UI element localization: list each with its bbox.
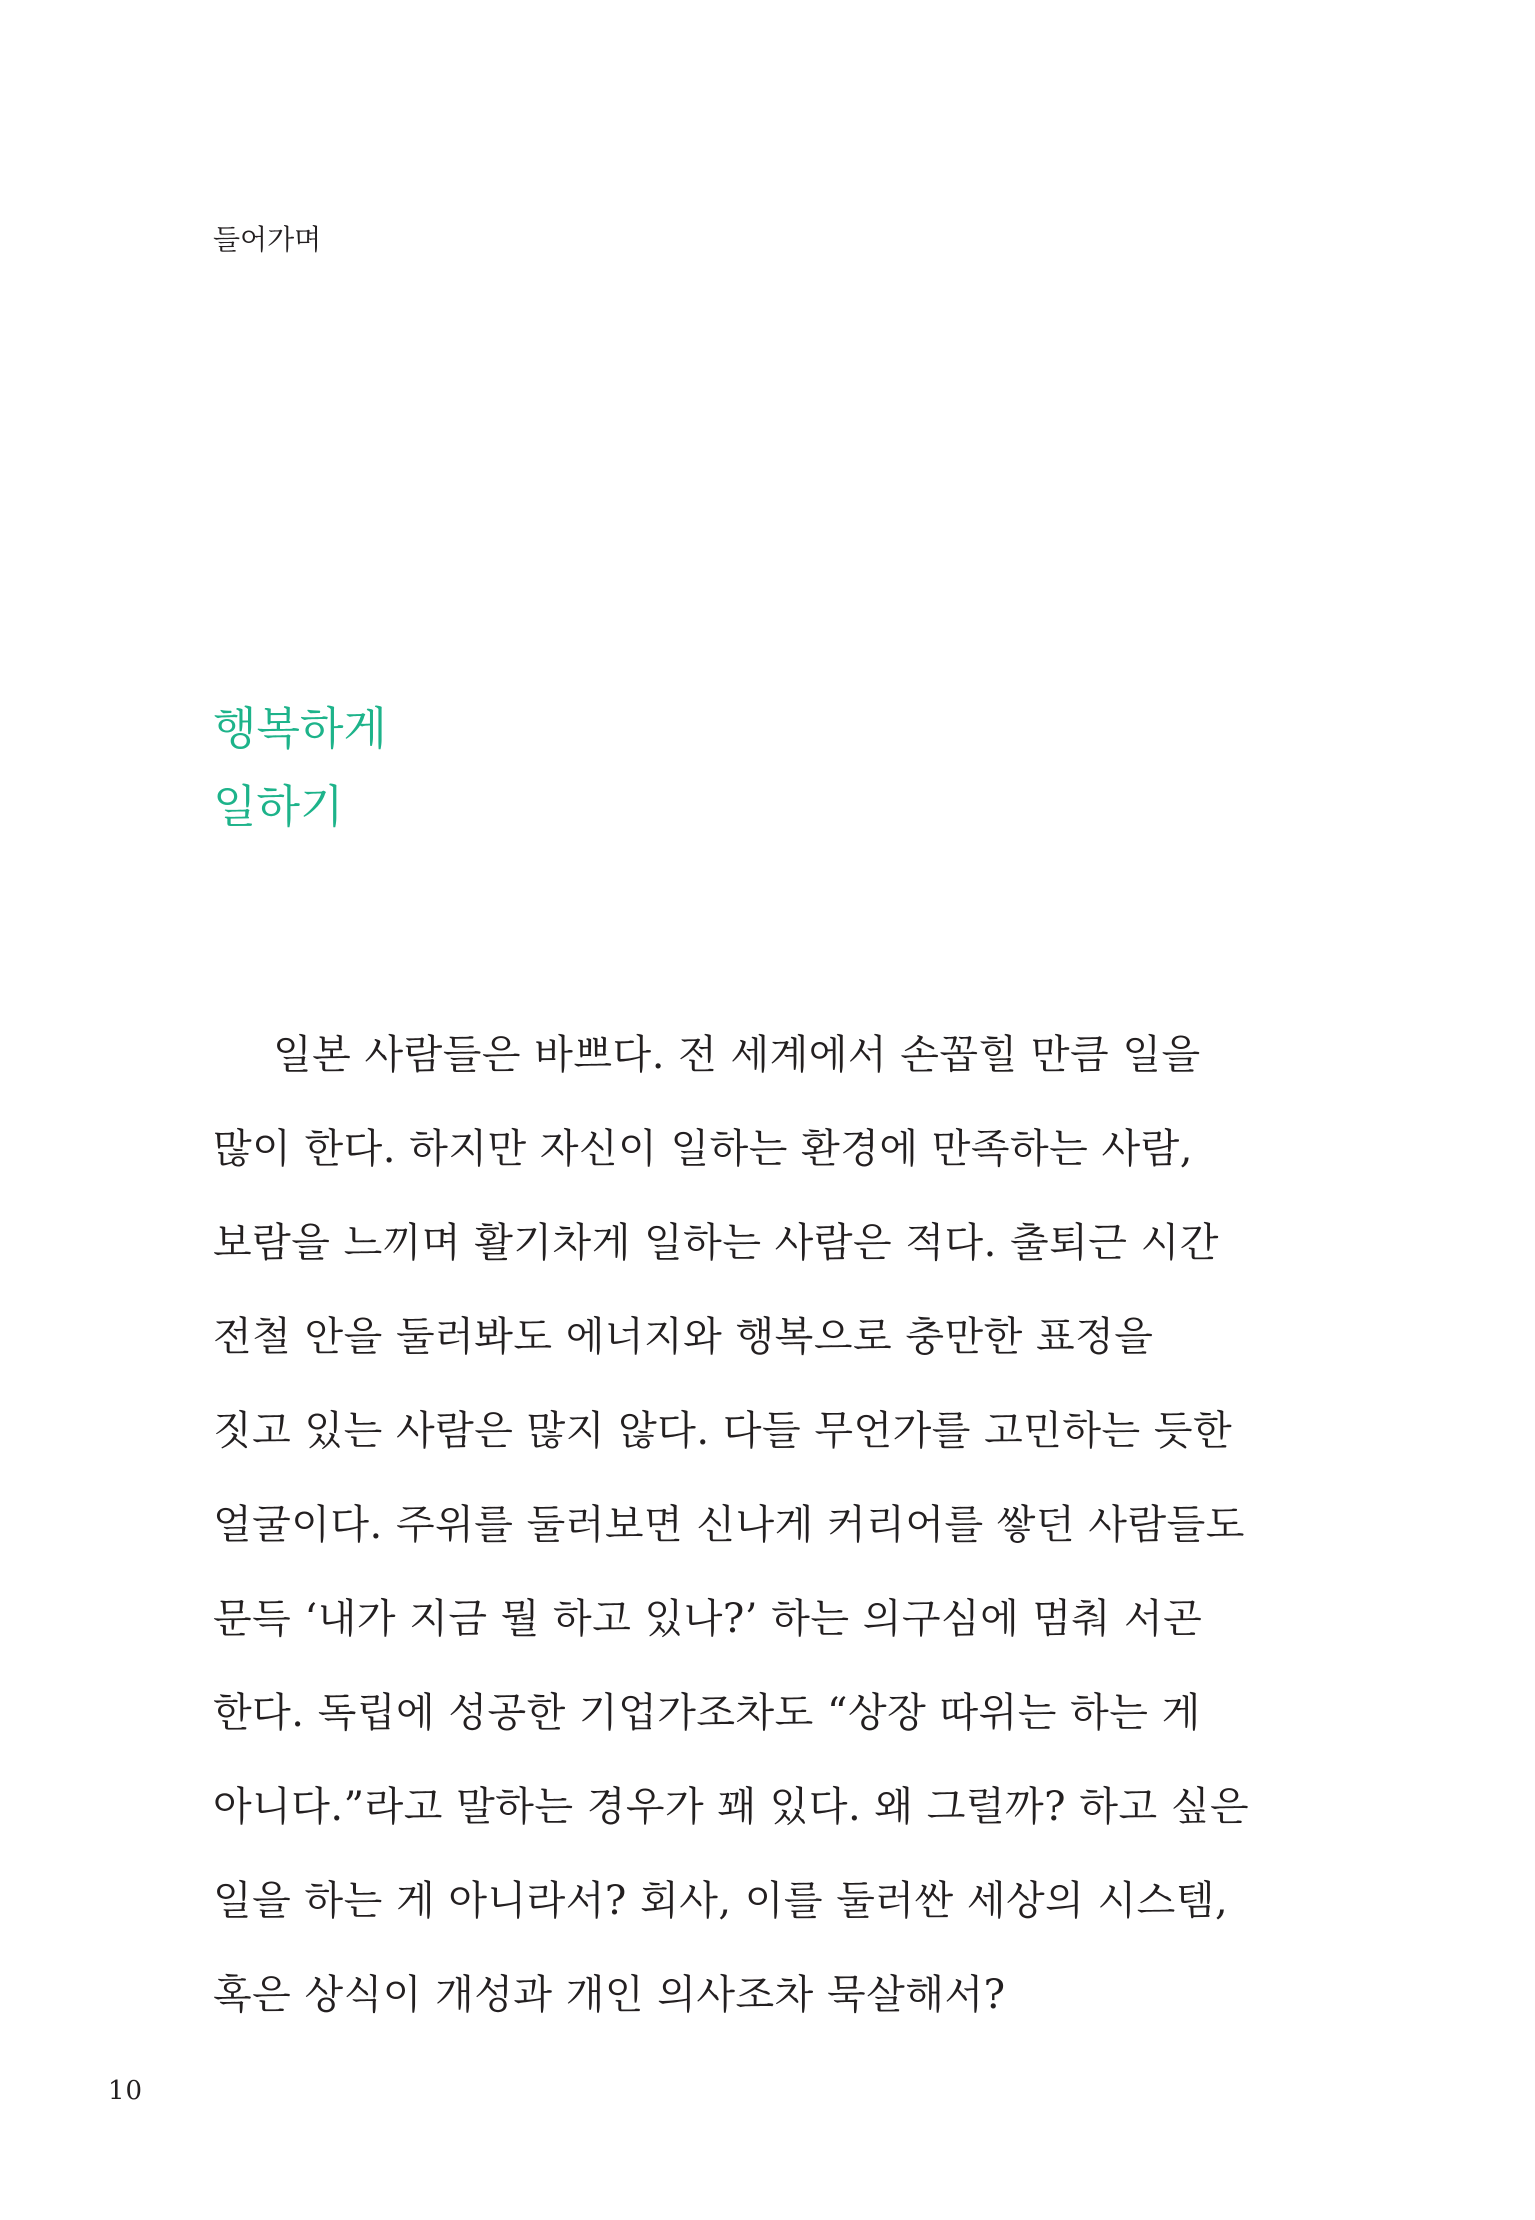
body-line: 전철 안을 둘러봐도 에너지와 행복으로 충만한 표정을 [213,1314,1154,1360]
body-line: 짓고 있는 사람은 많지 않다. 다들 무언가를 고민하는 듯한 [213,1408,1233,1454]
body-line: 보람을 느끼며 활기차게 일하는 사람은 적다. 출퇴근 시간 [213,1220,1219,1266]
body-line: 혹은 상식이 개성과 개인 의사조차 묵살해서? [213,1972,1006,2018]
chapter-title [213,690,387,846]
page-number: 10 [108,2076,144,2106]
body-line: 일본 사람들은 바쁘다. 전 세계에서 손꼽힐 만큼 일을 [273,1032,1201,1078]
body-paragraph [213,1008,1250,2042]
body-line: 많이 한다. 하지만 자신이 일하는 환경에 만족하는 사람, [213,1126,1194,1172]
body-line: 얼굴이다. 주위를 둘러보면 신나게 커리어를 쌓던 사람들도 [213,1502,1245,1548]
section-label: 들어가며 [213,223,322,256]
chapter-title-line: 일하기 [213,780,344,833]
body-line: 한다. 독립에 성공한 기업가조차도 “상장 따위는 하는 게 [213,1690,1201,1736]
chapter-title-line: 행복하게 [213,702,387,755]
body-line: 일을 하는 게 아니라서? 회사, 이를 둘러싼 세상의 시스템, [213,1878,1229,1924]
body-line: 아니다.”라고 말하는 경우가 꽤 있다. 왜 그럴까? 하고 싶은 [213,1784,1250,1830]
body-line: 문득 ‘내가 지금 뭘 하고 있나?’ 하는 의구심에 멈춰 서곤 [213,1596,1203,1642]
